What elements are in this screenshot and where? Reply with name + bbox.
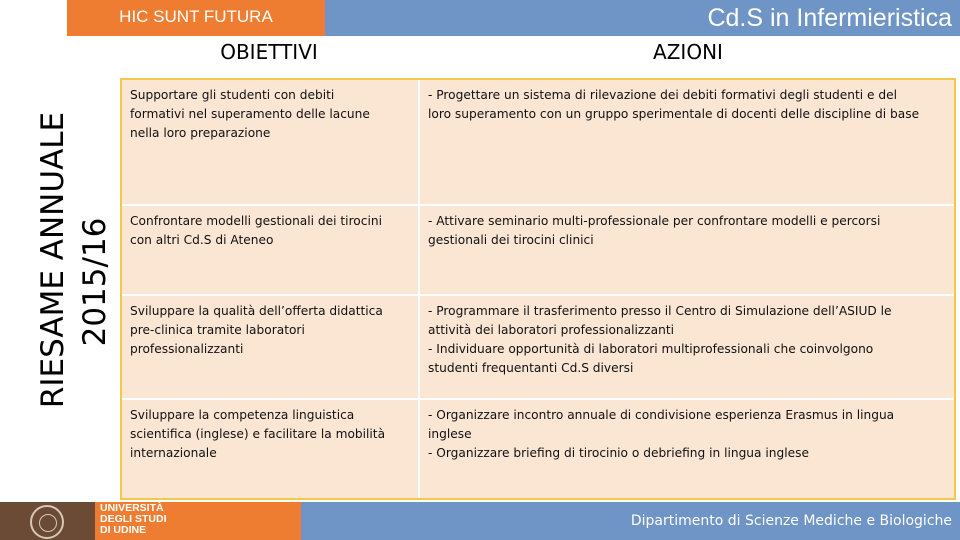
objective-cell: Confrontare modelli gestionali dei tirocini con altri Cd.S di Ateneo [122,206,420,294]
objective-cell: Sviluppare la competenza linguistica scientifica (inglese) e facilitare la mobilità internazionale [122,400,420,498]
column-header-actions: AZIONI [653,40,723,64]
objectives-actions-table [120,78,956,500]
header-motto: HIC SUNT FUTURA [119,7,273,26]
department-name: Dipartimento di Scienze Mediche e Biologiche [630,513,952,529]
side-title [15,70,113,450]
column-header-objectives: OBIETTIVI [220,40,318,64]
university-logo-text: UNIVERSITÀ DEGLI STUDI DI UDINE [100,502,167,536]
objective-cell: Supportare gli studenti con debiti formativi nel superamento delle lacune nella loro preparazione [122,80,420,204]
table-row [122,206,954,294]
side-title-line1: RIESAME ANNUALE [35,111,71,409]
side-title-line2: 2015/16 [77,217,113,347]
action-cell: - Programmare il trasferimento presso il Centro di Simulazione dell’ASIUD le attività dei laboratori professionalizzanti - Individuare opportunità di laboratori multiprofessionali che coinvolgono studenti frequentanti Cd.S diversi [428,304,892,375]
table-row [122,80,954,204]
action-cell: - Attivare seminario multi-professionale per confrontare modelli e percorsi gestionali dei tirocini clinici [428,214,881,247]
table-row [122,400,954,498]
action-cell: - Organizzare incontro annuale di condivisione esperienza Erasmus in lingua inglese - Organizzare briefing di tirocinio o debriefing in lingua inglese [428,408,895,460]
table-row [122,296,954,398]
university-seal-icon [30,505,64,539]
header-course-title: Cd.S in Infermieristica [707,4,952,32]
action-cell: - Progettare un sistema di rilevazione dei debiti formativi degli studenti e del loro superamento con un gruppo sperimentale di docenti delle discipline di base [428,88,920,121]
objective-cell: Sviluppare la qualità dell’offerta didattica pre-clinica tramite laboratori professionalizzanti [122,296,420,398]
